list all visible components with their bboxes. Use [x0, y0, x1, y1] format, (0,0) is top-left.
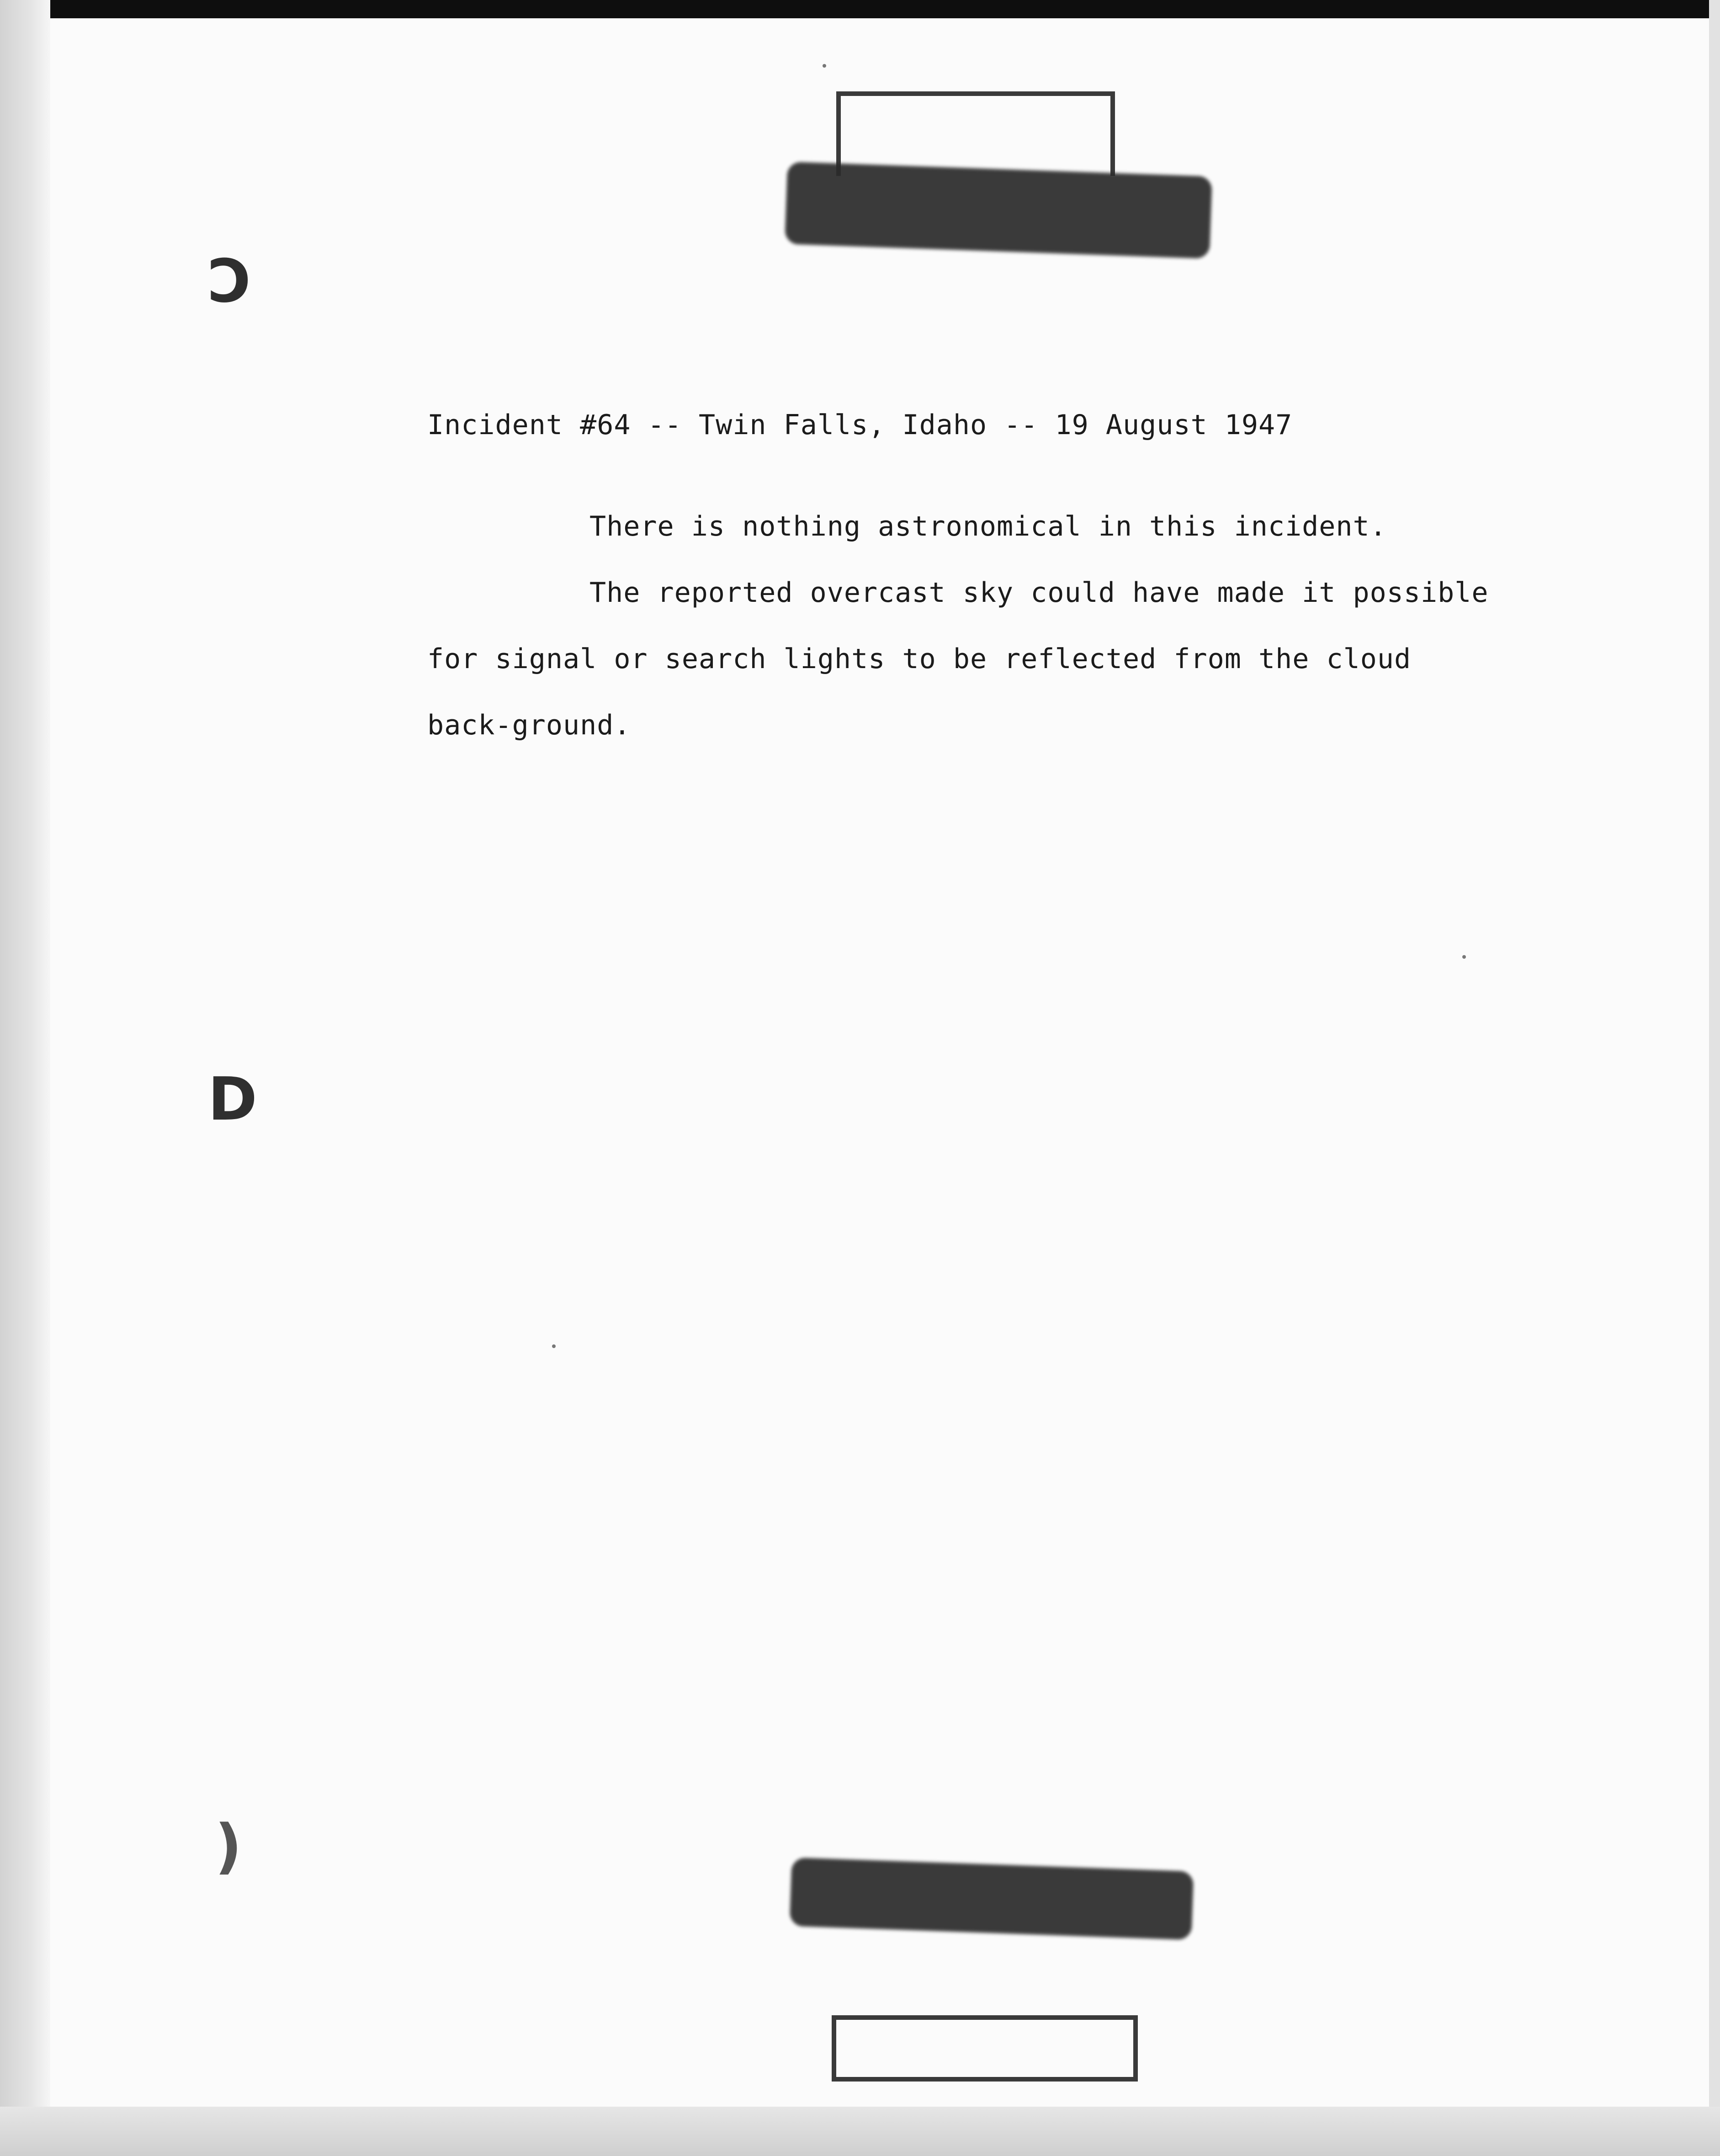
paragraph-2: The reported overcast sky could have made it possible for signal or search lights to be reflected from the cloud back-ground.: [427, 577, 1489, 741]
scan-right-border: [1709, 0, 1720, 2156]
scan-top-border: [0, 0, 1720, 18]
document-body: [427, 402, 1506, 759]
punch-hole-bottom-icon: ): [215, 1811, 242, 1881]
redaction-bar-top: [785, 162, 1212, 259]
scan-speck: [1462, 955, 1466, 959]
classification-stamp-top: [836, 91, 1115, 176]
punch-hole-top-icon: Ↄ: [208, 246, 252, 316]
classification-stamp-bottom: [832, 2015, 1138, 2082]
scan-left-border: [0, 0, 50, 2156]
scan-bottom-border: [0, 2107, 1720, 2156]
punch-hole-middle-icon: D: [208, 1064, 257, 1134]
redaction-bar-bottom: [790, 1858, 1194, 1940]
paragraph-1: There is nothing astronomical in this incident.: [589, 510, 1387, 542]
scan-speck: [823, 64, 826, 68]
scan-speck: [552, 1344, 556, 1348]
incident-heading: Incident #64 -- Twin Falls, Idaho -- 19 August 1947: [427, 409, 1293, 441]
